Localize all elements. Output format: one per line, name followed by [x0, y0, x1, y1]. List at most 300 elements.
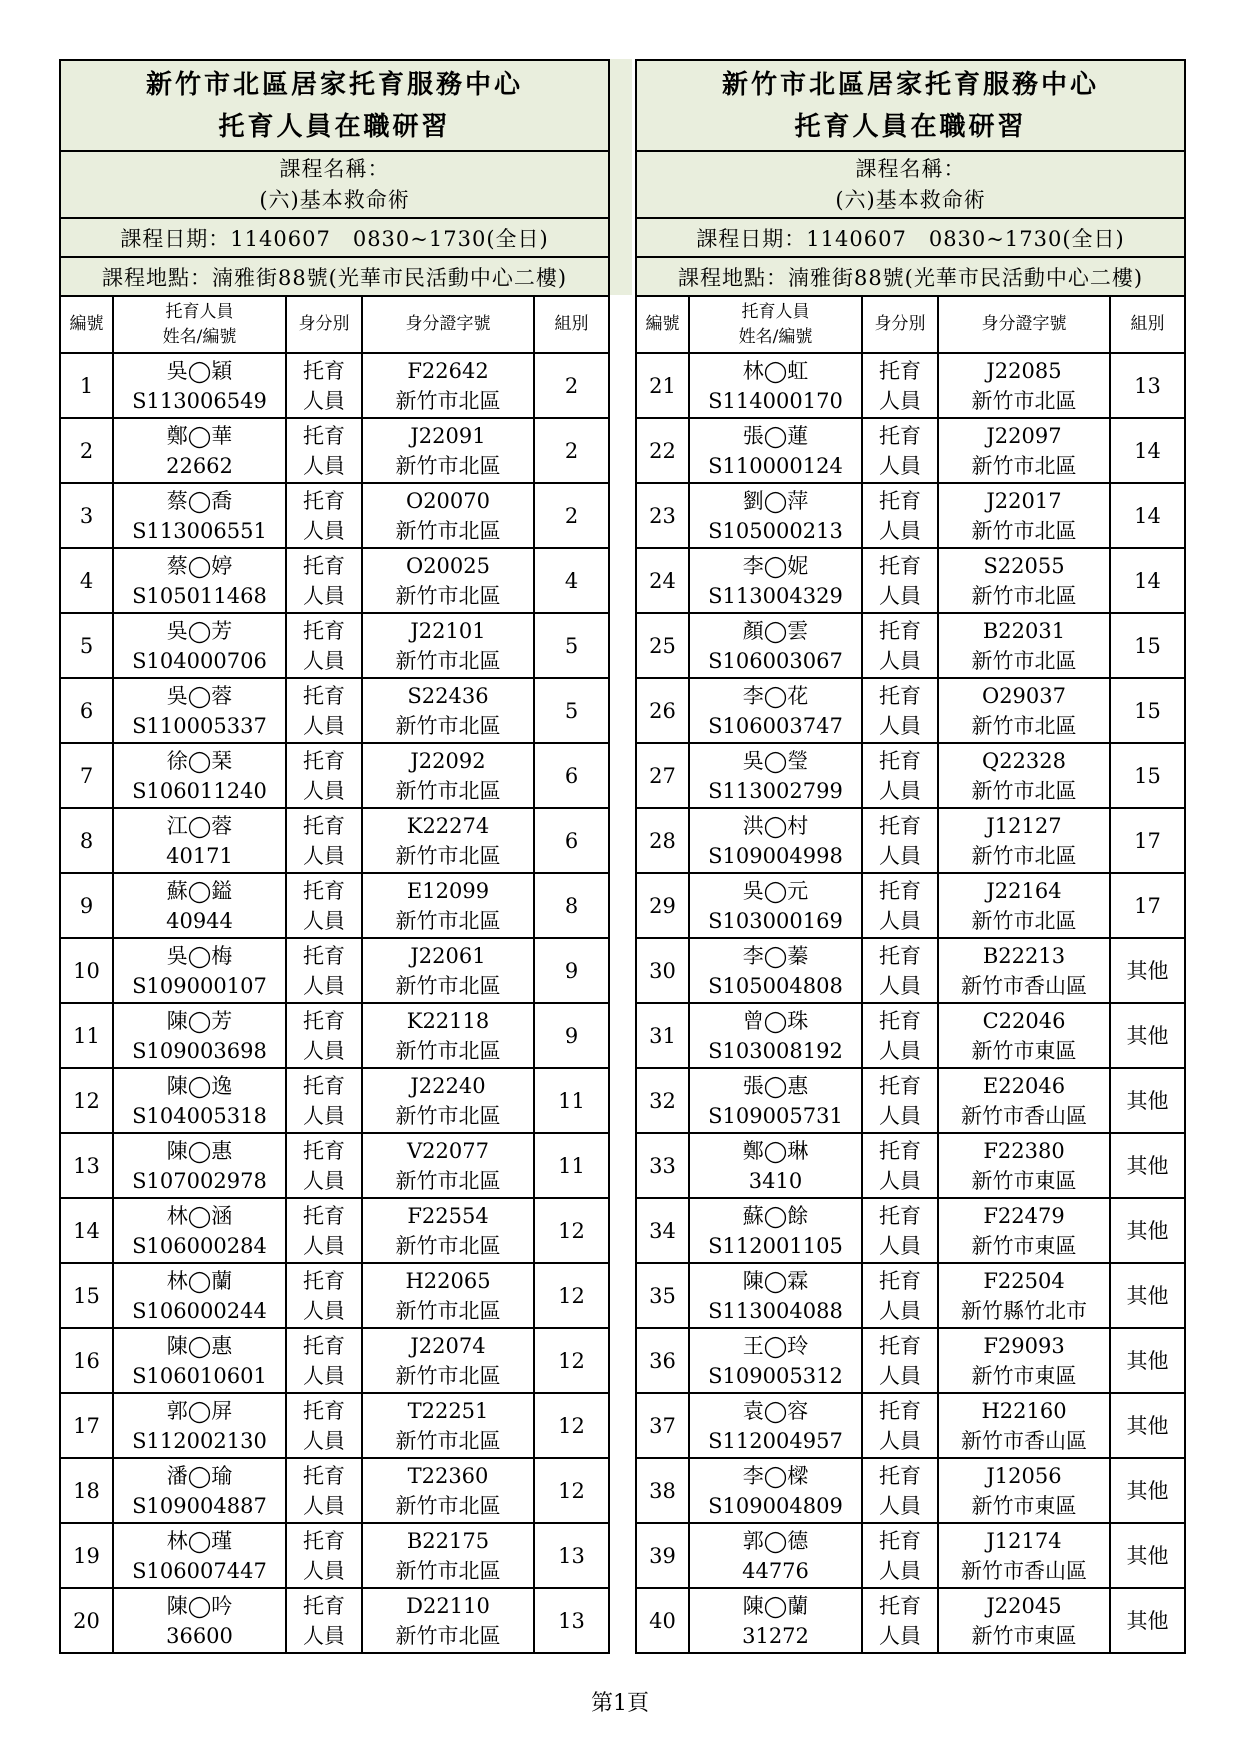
group-value: 其他: [1126, 1543, 1169, 1568]
table-row: [636, 418, 1185, 483]
id-number: J22092: [410, 748, 486, 773]
row-id: [362, 678, 534, 743]
row-group: [1110, 1198, 1185, 1263]
role-line-1: 托育: [879, 1398, 921, 1423]
row-no: [60, 1328, 113, 1393]
table-row: [60, 483, 609, 548]
id-number: K22118: [406, 1008, 490, 1033]
row-id: [362, 808, 534, 873]
id-area: 新竹市北區: [971, 908, 1077, 933]
row-id: [938, 1068, 1110, 1133]
row-group: [1110, 418, 1185, 483]
role-line-2: 人員: [303, 388, 345, 413]
row-id: [938, 1458, 1110, 1523]
table-row: [636, 1133, 1185, 1198]
row-no-value: 39: [649, 1543, 676, 1568]
trainee-code: S113006551: [132, 518, 267, 543]
header-name-line-1: 托育人員: [165, 301, 234, 322]
trainee-name: 張◯惠: [742, 1073, 809, 1098]
id-area: 新竹市北區: [395, 908, 501, 933]
id-number: Q22328: [981, 748, 1067, 773]
row-id: [362, 418, 534, 483]
id-number: J22101: [410, 618, 486, 643]
id-area: 新竹市香山區: [961, 1103, 1087, 1128]
id-area: 新竹市北區: [395, 713, 501, 738]
row-name: [689, 418, 862, 483]
page-number: 第1頁: [591, 1691, 649, 1716]
table-row: [636, 613, 1185, 678]
id-number: O20070: [405, 488, 491, 513]
row-no-value: 25: [649, 633, 676, 658]
row-group: [534, 353, 609, 418]
role-line-2: 人員: [879, 1558, 921, 1583]
group-value: 9: [564, 1023, 579, 1048]
table-row: [60, 678, 609, 743]
id-area: 新竹市北區: [395, 1298, 501, 1323]
row-group: [534, 548, 609, 613]
table-row: [636, 1328, 1185, 1393]
row-id: [362, 483, 534, 548]
panel-gap: [610, 59, 632, 295]
row-group: [534, 1198, 609, 1263]
id-area: 新竹市北區: [395, 973, 501, 998]
trainee-name: 吳◯芳: [166, 618, 233, 643]
trainee-name: 鄭◯琳: [742, 1138, 809, 1163]
table-row: [60, 353, 609, 418]
row-group: [1110, 548, 1185, 613]
row-group: [1110, 1523, 1185, 1588]
trainee-code: 40944: [166, 908, 233, 933]
row-no: [636, 743, 689, 808]
role-line-1: 托育: [879, 423, 921, 448]
row-no: [60, 483, 113, 548]
table-row: [60, 1328, 609, 1393]
row-name: [689, 873, 862, 938]
table-row: [60, 418, 609, 483]
role-line-2: 人員: [303, 1493, 345, 1518]
trainee-code: S113004329: [708, 583, 843, 608]
row-name: [113, 1523, 286, 1588]
row-no-value: 18: [73, 1478, 100, 1503]
row-no: [60, 613, 113, 678]
row-id: [938, 1133, 1110, 1198]
row-group: [534, 418, 609, 483]
trainee-name: 李◯妮: [742, 553, 809, 578]
title-line-1: 新竹市北區居家托育服務中心: [722, 69, 1100, 100]
roster-table: [59, 59, 610, 1654]
row-name: [689, 1328, 862, 1393]
role-line-2: 人員: [879, 778, 921, 803]
role-line-2: 人員: [303, 453, 345, 478]
row-id: [938, 873, 1110, 938]
header-no: 編號: [60, 296, 113, 353]
role-line-1: 托育: [879, 618, 921, 643]
role-line-1: 托育: [879, 1073, 921, 1098]
trainee-name: 鄭◯華: [166, 423, 233, 448]
id-area: 新竹市北區: [971, 583, 1077, 608]
row-group: [534, 743, 609, 808]
role-line-1: 托育: [303, 943, 345, 968]
row-name: [689, 353, 862, 418]
row-role: [862, 1458, 938, 1523]
table-row: [636, 938, 1185, 1003]
row-no-value: 33: [649, 1153, 676, 1178]
trainee-code: S109004998: [708, 843, 843, 868]
row-group: [1110, 938, 1185, 1003]
row-group: [1110, 1263, 1185, 1328]
group-value: 12: [558, 1413, 585, 1438]
row-no: [636, 1328, 689, 1393]
id-number: H22160: [981, 1398, 1067, 1423]
group-value: 15: [1134, 763, 1161, 788]
row-role: [862, 1393, 938, 1458]
row-no: [636, 1263, 689, 1328]
course-name-label: 課程名稱：: [855, 156, 966, 181]
row-no-value: 16: [73, 1348, 100, 1373]
row-id: [362, 1263, 534, 1328]
trainee-code: S109005312: [708, 1363, 843, 1388]
header-no: 編號: [636, 296, 689, 353]
trainee-code: S109005731: [708, 1103, 843, 1128]
id-area: 新竹市東區: [971, 1623, 1077, 1648]
trainee-name: 陳◯芳: [166, 1008, 233, 1033]
row-name: [113, 1588, 286, 1653]
row-group: [1110, 1068, 1185, 1133]
row-no-value: 9: [79, 893, 94, 918]
row-role: [286, 548, 362, 613]
id-number: J22061: [410, 943, 486, 968]
id-number: F22642: [407, 358, 489, 383]
trainee-name: 曾◯珠: [742, 1008, 809, 1033]
group-value: 其他: [1126, 1413, 1169, 1438]
group-value: 2: [564, 503, 579, 528]
row-id: [938, 1393, 1110, 1458]
role-line-1: 托育: [879, 813, 921, 838]
role-line-1: 托育: [303, 423, 345, 448]
row-no-value: 8: [79, 828, 94, 853]
group-value: 其他: [1126, 1023, 1169, 1048]
role-line-2: 人員: [879, 1363, 921, 1388]
header-role: 身分別: [862, 296, 938, 353]
row-id: [362, 1328, 534, 1393]
trainee-name: 李◯蓁: [742, 943, 809, 968]
row-no-value: 6: [79, 698, 94, 723]
role-line-1: 托育: [303, 358, 345, 383]
row-no-value: 13: [73, 1153, 100, 1178]
id-area: 新竹市北區: [971, 713, 1077, 738]
course-location: 課程地點：湳雅街88號(光華市民活動中心二樓): [636, 257, 1185, 296]
row-role: [862, 1003, 938, 1068]
row-role: [862, 1588, 938, 1653]
trainee-name: 蔡◯喬: [166, 488, 233, 513]
row-group: [534, 1133, 609, 1198]
table-row: [60, 1588, 609, 1653]
role-line-1: 托育: [879, 1333, 921, 1358]
trainee-name: 郭◯德: [742, 1528, 809, 1553]
row-name: [113, 808, 286, 873]
table-row: [60, 1003, 609, 1068]
trainee-code: S110005337: [132, 713, 267, 738]
row-no: [60, 1068, 113, 1133]
row-name: [113, 353, 286, 418]
role-line-2: 人員: [879, 1623, 921, 1648]
row-group: [534, 1068, 609, 1133]
id-number: J12056: [986, 1463, 1062, 1488]
row-no: [636, 1588, 689, 1653]
row-no-value: 30: [649, 958, 676, 983]
trainee-code: 40171: [166, 843, 233, 868]
trainee-code: S106003067: [708, 648, 843, 673]
row-role: [862, 743, 938, 808]
row-no-value: 31: [649, 1023, 676, 1048]
group-value: 12: [558, 1283, 585, 1308]
trainee-name: 陳◯惠: [166, 1333, 233, 1358]
row-no: [636, 1523, 689, 1588]
row-group: [534, 808, 609, 873]
trainee-code: S106010601: [132, 1363, 267, 1388]
row-no: [60, 1588, 113, 1653]
row-no-value: 3: [79, 503, 94, 528]
group-value: 12: [558, 1218, 585, 1243]
role-line-2: 人員: [303, 1363, 345, 1388]
group-value: 15: [1134, 698, 1161, 723]
role-line-2: 人員: [879, 1233, 921, 1258]
group-value: 其他: [1126, 1608, 1169, 1633]
row-name: [113, 418, 286, 483]
row-id: [362, 1458, 534, 1523]
row-no: [60, 743, 113, 808]
table-row: [636, 1003, 1185, 1068]
header-group: 組別: [1110, 296, 1185, 353]
roster-panel-right: [635, 59, 1186, 1654]
role-line-1: 托育: [879, 1463, 921, 1488]
trainee-name: 李◯樑: [742, 1463, 809, 1488]
id-number: F29093: [983, 1333, 1065, 1358]
trainee-code: 3410: [748, 1168, 803, 1193]
row-no-value: 14: [73, 1218, 100, 1243]
id-number: F22380: [983, 1138, 1065, 1163]
id-number: B22031: [982, 618, 1066, 643]
row-no: [60, 1523, 113, 1588]
group-value: 2: [564, 373, 579, 398]
trainee-code: S114000170: [708, 388, 843, 413]
group-value: 12: [558, 1478, 585, 1503]
role-line-2: 人員: [303, 843, 345, 868]
row-no: [60, 938, 113, 1003]
row-group: [1110, 1588, 1185, 1653]
id-area: 新竹市北區: [971, 843, 1077, 868]
id-area: 新竹市北區: [395, 1233, 501, 1258]
row-name: [113, 873, 286, 938]
table-row: [60, 1523, 609, 1588]
row-no-value: 7: [79, 763, 94, 788]
row-no-value: 1: [79, 373, 94, 398]
course-name: (六)基本救命術: [835, 187, 986, 212]
row-id: [938, 678, 1110, 743]
row-no: [636, 1068, 689, 1133]
row-id: [362, 1393, 534, 1458]
trainee-name: 蘇◯鎰: [166, 878, 233, 903]
row-name: [689, 1393, 862, 1458]
role-line-2: 人員: [879, 713, 921, 738]
role-line-1: 托育: [879, 553, 921, 578]
role-line-1: 托育: [303, 1203, 345, 1228]
trainee-name: 徐◯琹: [166, 748, 233, 773]
row-no: [636, 548, 689, 613]
row-no-value: 10: [73, 958, 100, 983]
row-id: [938, 808, 1110, 873]
id-area: 新竹市北區: [395, 1493, 501, 1518]
id-area: 新竹市北區: [971, 453, 1077, 478]
row-name: [113, 483, 286, 548]
role-line-1: 托育: [303, 618, 345, 643]
role-line-2: 人員: [879, 843, 921, 868]
id-number: F22479: [983, 1203, 1065, 1228]
group-value: 其他: [1126, 1283, 1169, 1308]
role-line-1: 托育: [879, 358, 921, 383]
id-area: 新竹市香山區: [961, 1428, 1087, 1453]
role-line-2: 人員: [879, 1493, 921, 1518]
id-area: 新竹市北區: [395, 1363, 501, 1388]
group-value: 14: [1134, 438, 1161, 463]
role-line-2: 人員: [303, 778, 345, 803]
row-id: [938, 483, 1110, 548]
row-group: [534, 873, 609, 938]
trainee-code: S103008192: [708, 1038, 843, 1063]
table-row: [636, 1523, 1185, 1588]
row-id: [938, 353, 1110, 418]
row-id: [938, 1328, 1110, 1393]
row-group: [534, 613, 609, 678]
row-id: [938, 418, 1110, 483]
role-line-1: 托育: [303, 1073, 345, 1098]
row-no: [636, 353, 689, 418]
role-line-2: 人員: [303, 973, 345, 998]
group-value: 11: [558, 1088, 585, 1113]
table-row: [60, 743, 609, 808]
row-name: [113, 613, 286, 678]
row-id: [938, 743, 1110, 808]
group-value: 5: [564, 698, 579, 723]
row-id: [362, 873, 534, 938]
table-row: [636, 1393, 1185, 1458]
id-area: 新竹市北區: [971, 778, 1077, 803]
row-no-value: 22: [649, 438, 676, 463]
id-number: J22017: [986, 488, 1062, 513]
row-role: [862, 353, 938, 418]
trainee-code: S106011240: [132, 778, 267, 803]
row-no-value: 21: [649, 373, 676, 398]
row-no: [60, 548, 113, 613]
row-name: [689, 1068, 862, 1133]
row-role: [862, 418, 938, 483]
id-area: 新竹市北區: [395, 843, 501, 868]
row-group: [1110, 1393, 1185, 1458]
row-no-value: 15: [73, 1283, 100, 1308]
role-line-2: 人員: [879, 1298, 921, 1323]
row-group: [1110, 353, 1185, 418]
trainee-name: 袁◯容: [742, 1398, 809, 1423]
id-area: 新竹市東區: [971, 1038, 1077, 1063]
trainee-name: 蔡◯婷: [166, 553, 233, 578]
row-id: [362, 1198, 534, 1263]
title-line-2: 托育人員在職研習: [218, 111, 451, 142]
group-value: 2: [564, 438, 579, 463]
row-id: [362, 1588, 534, 1653]
row-role: [286, 1393, 362, 1458]
role-line-1: 托育: [879, 878, 921, 903]
row-id: [362, 613, 534, 678]
table-row: [636, 1588, 1185, 1653]
trainee-code: S110000124: [708, 453, 843, 478]
id-number: B22213: [982, 943, 1066, 968]
row-no: [60, 353, 113, 418]
title-line-2: 托育人員在職研習: [794, 111, 1027, 142]
row-role: [286, 743, 362, 808]
course-name-cell: [60, 151, 609, 218]
header-role: 身分別: [286, 296, 362, 353]
role-line-1: 托育: [303, 813, 345, 838]
row-no: [60, 418, 113, 483]
id-number: J12127: [986, 813, 1062, 838]
trainee-code: S106007447: [132, 1558, 267, 1583]
sheet-title: [60, 60, 609, 151]
role-line-2: 人員: [879, 1168, 921, 1193]
table-row: [60, 1458, 609, 1523]
row-no-value: 4: [79, 568, 94, 593]
row-name: [113, 1328, 286, 1393]
row-group: [1110, 1328, 1185, 1393]
trainee-code: S109003698: [132, 1038, 267, 1063]
trainee-code: 31272: [742, 1623, 809, 1648]
id-area: 新竹市北區: [395, 1168, 501, 1193]
row-role: [862, 1068, 938, 1133]
table-row: [60, 548, 609, 613]
trainee-name: 陳◯霖: [742, 1268, 809, 1293]
group-value: 13: [558, 1543, 585, 1568]
group-value: 14: [1134, 503, 1161, 528]
table-row: [636, 483, 1185, 548]
role-line-2: 人員: [879, 453, 921, 478]
row-group: [1110, 873, 1185, 938]
id-area: 新竹市北區: [395, 583, 501, 608]
row-role: [862, 1198, 938, 1263]
row-name: [689, 1588, 862, 1653]
id-number: V22077: [407, 1138, 489, 1163]
role-line-2: 人員: [879, 583, 921, 608]
id-area: 新竹市北區: [395, 1623, 501, 1648]
row-group: [1110, 1133, 1185, 1198]
row-no: [636, 1003, 689, 1068]
row-role: [286, 808, 362, 873]
row-no: [636, 483, 689, 548]
role-line-2: 人員: [879, 648, 921, 673]
row-name: [689, 613, 862, 678]
trainee-code: S109004887: [132, 1493, 267, 1518]
row-group: [534, 1328, 609, 1393]
row-group: [534, 1523, 609, 1588]
header-id: 身分證字號: [362, 296, 534, 353]
row-name: [113, 1198, 286, 1263]
trainee-name: 林◯涵: [166, 1203, 233, 1228]
trainee-code: 36600: [166, 1623, 233, 1648]
row-id: [938, 1263, 1110, 1328]
id-number: E22046: [982, 1073, 1066, 1098]
row-no-value: 29: [649, 893, 676, 918]
row-role: [286, 873, 362, 938]
row-role: [862, 678, 938, 743]
group-value: 其他: [1126, 1153, 1169, 1178]
